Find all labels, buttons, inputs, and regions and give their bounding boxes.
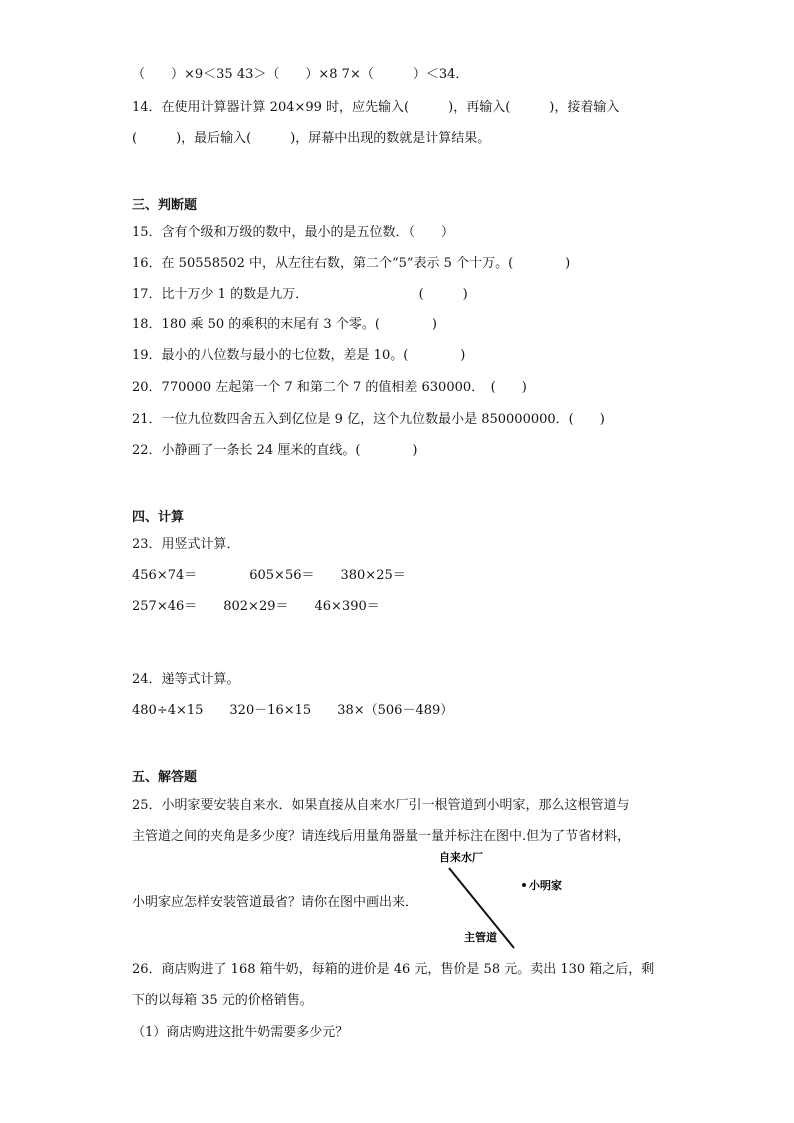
water-plant-label: 自来水厂 bbox=[439, 851, 483, 864]
question-16: 16．在 50558502 中，从左往右数，第二个“5”表示 5 个十万。( ) bbox=[132, 256, 571, 271]
main-pipe-label: 主管道 bbox=[464, 931, 497, 944]
question-24: 24．递等式计算。 bbox=[132, 672, 240, 687]
question-17: 17．比十万少 1 的数是九万． ( ) bbox=[132, 287, 468, 302]
vertical-calc-row-2: 257×46＝ 802×29＝ 46×390＝ bbox=[132, 599, 380, 614]
question-25-line2: 主管道之间的夹角是多少度？请连线后用量角器量一量并标注在图中.但为了节省材料， bbox=[132, 829, 631, 844]
pipe-diagram bbox=[430, 848, 590, 958]
question-14-line1: 14．在使用计算器计算 204×99 时，应先输入( )，再输入( )，接着输入 bbox=[132, 100, 620, 115]
question-20: 20．770000 左起第一个 7 和第二个 7 的值相差 630000． ( ) bbox=[132, 380, 527, 395]
question-14-line2: ( )，最后输入( )，屏幕中出现的数就是计算结果。 bbox=[132, 131, 491, 146]
question-26-line2: 下的以每箱 35 元的价格销售。 bbox=[132, 993, 313, 1008]
section-judgement-heading: 三、判断题 bbox=[132, 198, 198, 213]
question-26-part1: （1）商店购进这批牛奶需要多少元？ bbox=[132, 1025, 349, 1040]
question-25-line1: 25．小明家要安装自来水．如果直接从自来水厂引一根管道到小明家，那么这根管道与 bbox=[132, 798, 630, 813]
home-label: 小明家 bbox=[529, 879, 562, 892]
question-18: 18．180 乘 50 的乘积的末尾有 3 个零。( ) bbox=[132, 317, 437, 332]
question-15: 15．含有个级和万级的数中，最小的是五位数．（ ） bbox=[132, 225, 455, 240]
question-22: 22．小静画了一条长 24 厘米的直线。( ) bbox=[132, 443, 418, 458]
section-calculation-heading: 四、计算 bbox=[132, 510, 185, 525]
question-25-line3: 小明家应怎样安装管道最省？请你在图中画出来． bbox=[132, 895, 419, 910]
question-26-line1: 26．商店购进了 168 箱牛奶，每箱的进价是 46 元，售价是 58 元。卖出 130 箱之后，剩 bbox=[132, 962, 655, 977]
vertical-calc-row-1: 456×74＝ 605×56＝ 380×25＝ bbox=[132, 568, 406, 583]
question-21: 21．一位九位数四舍五入到亿位是 9 亿，这个九位数最小是 850000000．( ) bbox=[132, 412, 605, 427]
line-blanks: （ ）×9＜35 43＞（ ）×8 7×（ ）＜34． bbox=[132, 67, 469, 82]
home-point bbox=[522, 883, 526, 887]
question-23: 23．用竖式计算． bbox=[132, 537, 240, 552]
section-answer-heading: 五、解答题 bbox=[132, 770, 198, 785]
stepwise-calc-row: 480÷4×15 320－16×15 38×（506－489） bbox=[132, 703, 454, 718]
question-19: 19．最小的八位数与最小的七位数，差是 10。( ) bbox=[132, 348, 466, 363]
